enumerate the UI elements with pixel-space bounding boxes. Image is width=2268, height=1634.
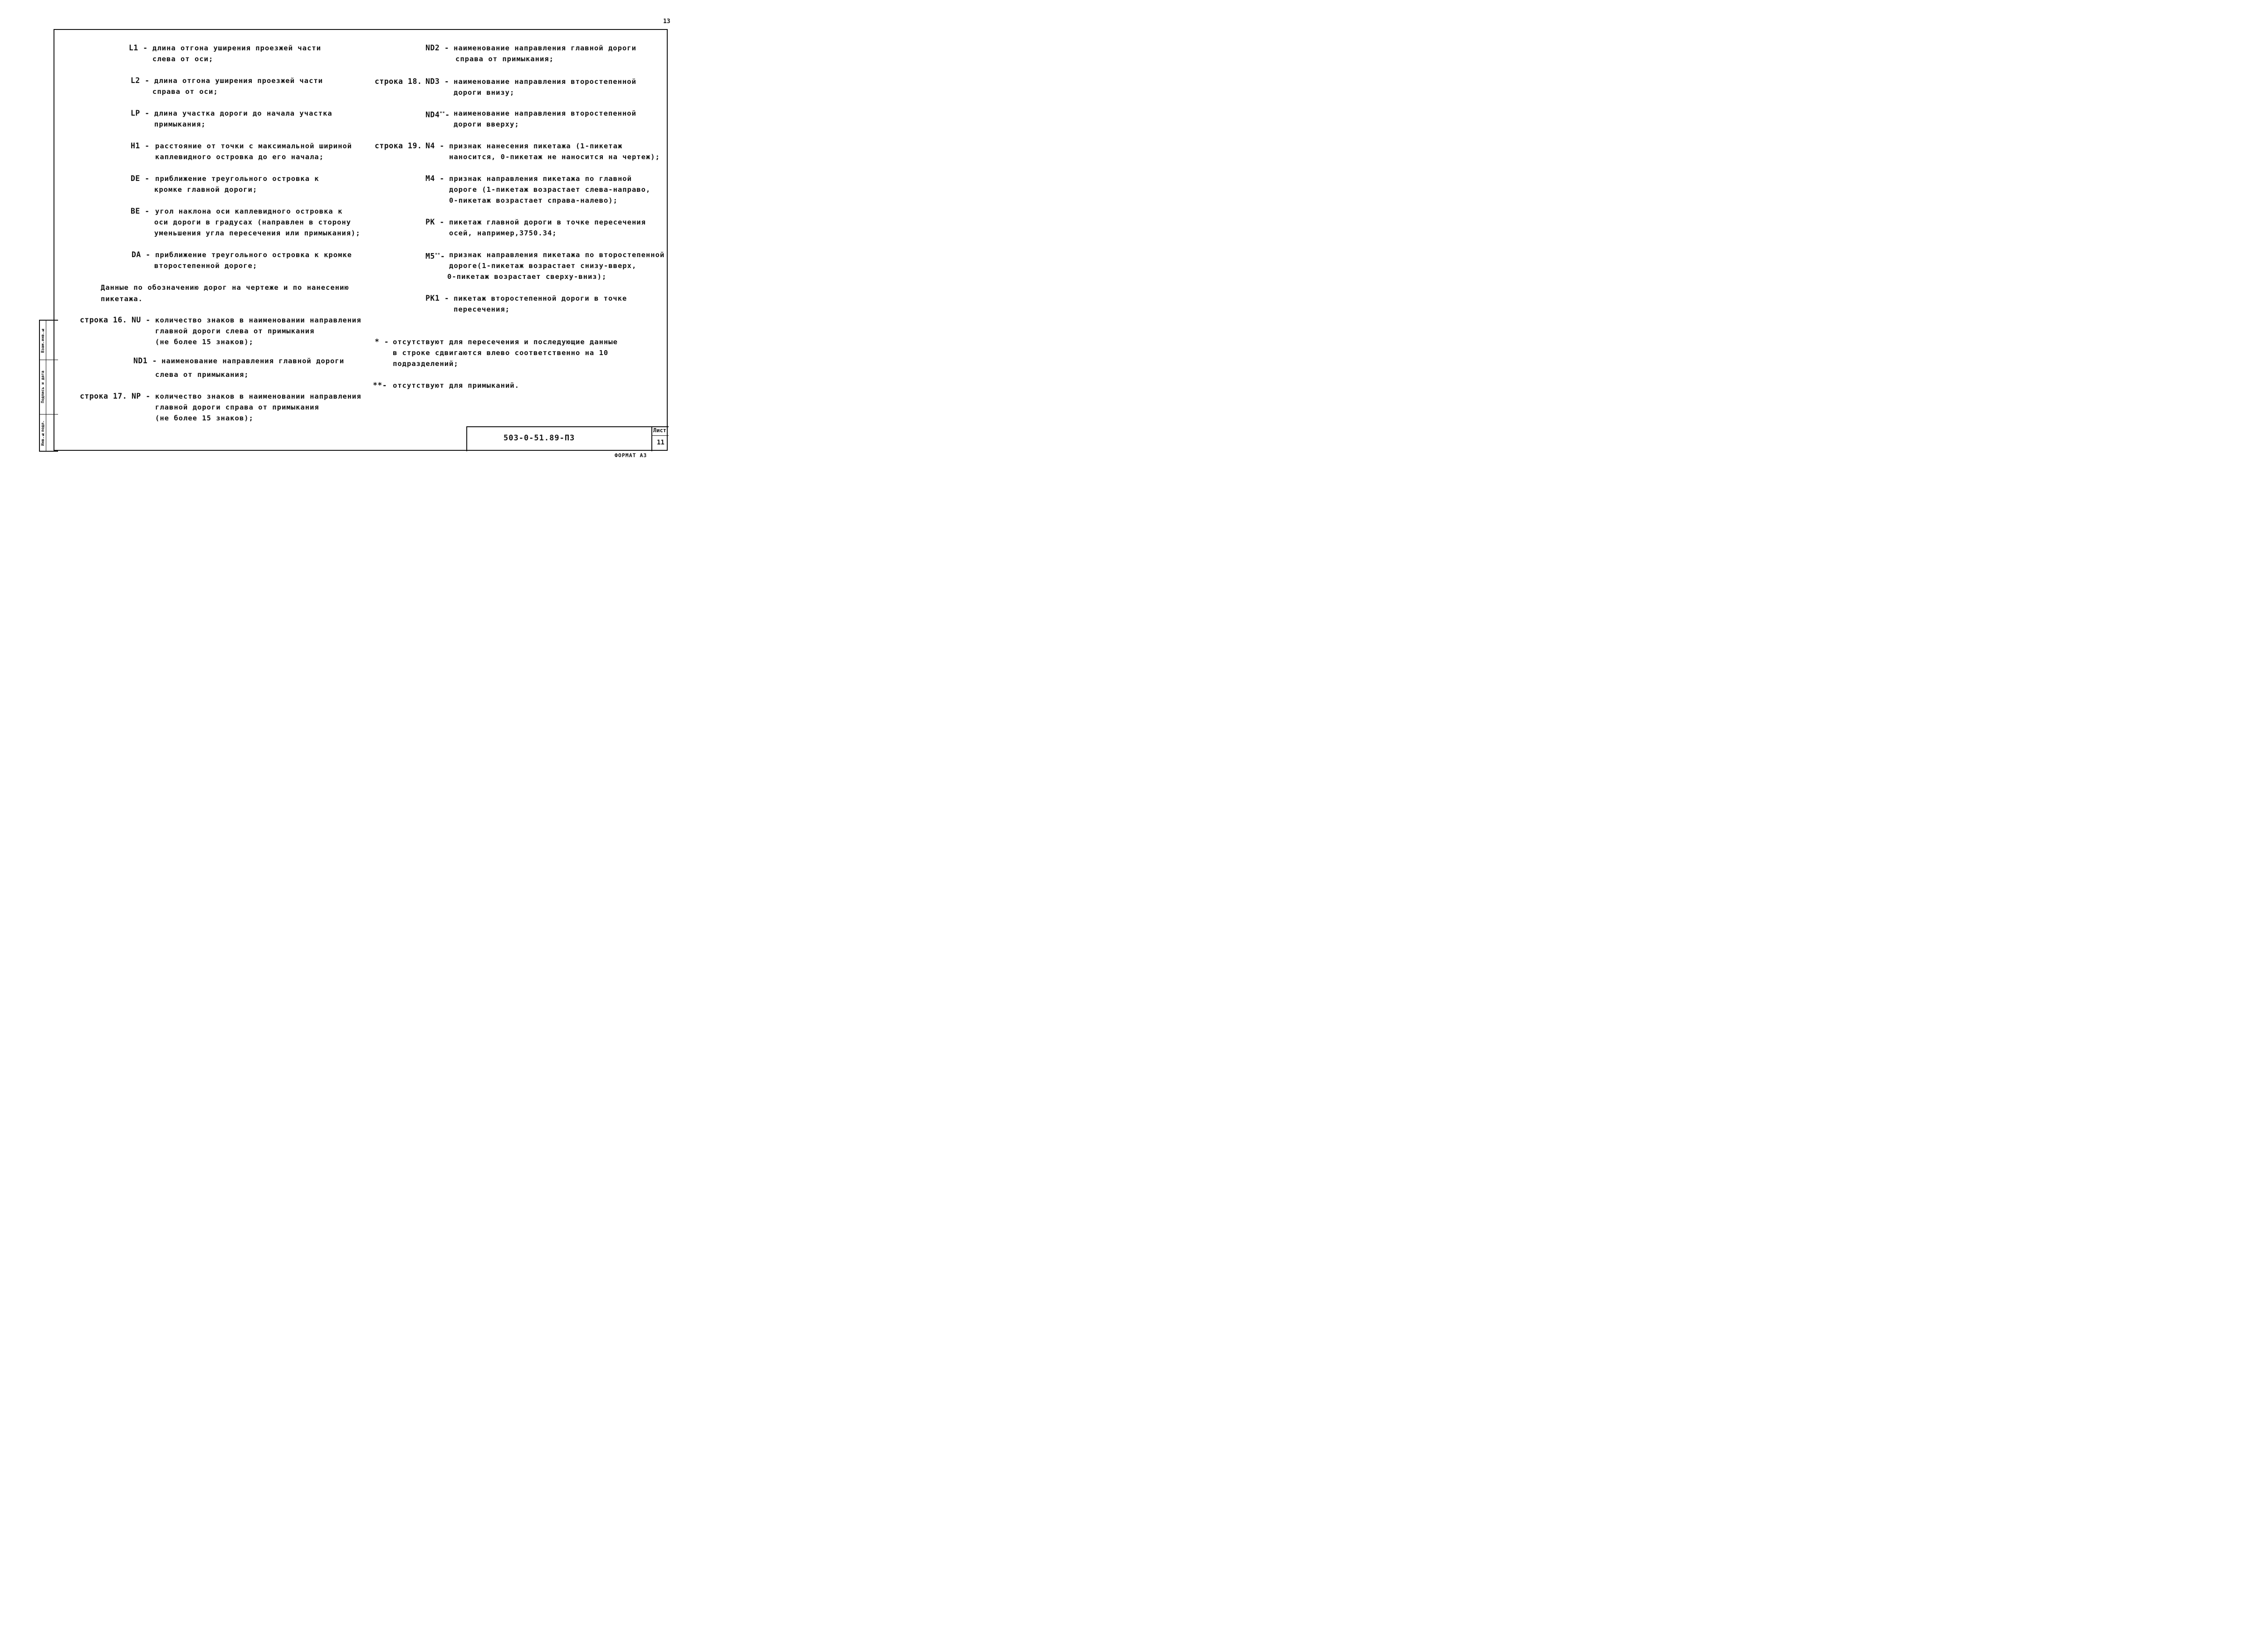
- def-de-line1: приближение треугольного островка к: [155, 175, 319, 183]
- row18-prefix: строка 18.: [375, 77, 422, 86]
- stamp-replace-label: Взам.инв.№: [41, 327, 45, 353]
- def-be-line2: оси дороги в градусах (направлен в сторону: [154, 218, 351, 226]
- code-de: DE -: [131, 174, 150, 183]
- def-pk1-line2: пересечения;: [454, 305, 510, 313]
- def-l1-line2: слева от оси;: [152, 55, 214, 63]
- row16-prefix: строка 16.: [80, 316, 127, 324]
- footnote2-mark: **-: [373, 381, 387, 390]
- def-nd1-line2: слева от примыкания;: [155, 371, 249, 379]
- code-np: NP -: [132, 392, 151, 400]
- row19-prefix: строка 19.: [375, 141, 422, 150]
- code-m5: M5**-: [425, 252, 445, 261]
- def-pk-line1: пикетаж главной дороги в точке пересечения: [449, 218, 646, 226]
- nd4-footnote-mark: **: [440, 111, 445, 116]
- def-pk-line2: осей, например,3750.34;: [449, 229, 557, 237]
- def-h1-line2: каплевидного островка до его начала;: [155, 153, 324, 161]
- def-nu-line3: (не более 15 знаков);: [155, 338, 254, 346]
- format-label: ФОРМАТ А3: [615, 452, 647, 458]
- m5-footnote-mark: **: [435, 253, 440, 257]
- stamp-inv-label: Инв.№подл.: [41, 420, 45, 446]
- code-nd3: ND3 -: [425, 77, 450, 86]
- def-nd4-line1: наименование направления второстепенной: [454, 109, 636, 117]
- footnote1-line1: отсутствуют для пересечения и последующие данные: [393, 338, 618, 346]
- code-nd2: ND2 -: [425, 44, 450, 52]
- def-l2-line1: длина отгона уширения проезжей части: [154, 77, 323, 85]
- def-n4-line1: признак нанесения пикетажа (1-пикетаж: [449, 142, 623, 150]
- def-de-line2: кромке главной дороги;: [154, 185, 258, 194]
- def-be-line1: угол наклона оси каплевидного островка к: [155, 207, 343, 215]
- intro-line2: пикетажа.: [101, 295, 143, 303]
- code-nd1: ND1 -: [133, 356, 157, 365]
- code-nd4: ND4**-: [425, 110, 450, 119]
- drawing-frame: [54, 29, 668, 451]
- margin-stamp: [39, 320, 58, 452]
- def-np-line1: количество знаков в наименовании направления: [155, 392, 362, 400]
- def-nu-line1: количество знаков в наименовании направления: [155, 316, 362, 324]
- code-h1: H1 -: [131, 141, 150, 150]
- def-nd3-line2: дороги внизу;: [454, 88, 515, 97]
- def-m4-line3: 0-пикетаж возрастает справа-налево);: [449, 196, 618, 205]
- def-l1-line1: длина отгона уширения проезжей части: [152, 44, 321, 52]
- code-l2: L2 -: [131, 76, 150, 85]
- sheet-label: Лист: [653, 427, 666, 434]
- code-l1: L1 -: [129, 44, 148, 52]
- code-n4: N4 -: [425, 141, 445, 150]
- def-lp-line1: длина участка дороги до начала участка: [154, 109, 332, 117]
- code-pk1: PK1 -: [425, 294, 450, 302]
- stamp-signature-label: Подпись и дата: [41, 371, 45, 403]
- sheet-box: [651, 426, 669, 451]
- def-da-line1: приближение треугольного островка к кромке: [155, 251, 352, 259]
- code-be: BE -: [131, 207, 150, 215]
- def-l2-line2: справа от оси;: [152, 88, 218, 96]
- def-be-line3: уменьшения угла пересечения или примыкания);: [154, 229, 361, 237]
- def-m5-line3: 0-пикетаж возрастает сверху-вниз);: [447, 273, 607, 281]
- def-m4-line1: признак направления пикетажа по главной: [449, 175, 632, 183]
- def-da-line2: второстепенной дороге;: [154, 262, 258, 270]
- code-pk: PK -: [425, 218, 445, 226]
- code-da: DA -: [132, 250, 151, 259]
- def-np-line3: (не более 15 знаков);: [155, 414, 254, 422]
- def-nu-line2: главной дороги слева от примыкания: [155, 327, 315, 335]
- def-nd4-line2: дороги вверху;: [454, 120, 519, 128]
- def-nd3-line1: наименование направления второстепенной: [454, 78, 636, 86]
- row17-prefix: строка 17.: [80, 392, 127, 400]
- sheet-number: 11: [657, 439, 665, 446]
- code-nu: NU -: [132, 316, 151, 324]
- page-number: 13: [663, 18, 670, 25]
- def-np-line2: главной дороги справа от примыкания: [155, 403, 319, 411]
- def-pk1-line1: пикетаж второстепенной дороги в точке: [454, 294, 627, 302]
- footnote1-mark: * -: [375, 337, 389, 346]
- footnote2-line1: отсутствуют для примыканий.: [393, 381, 519, 390]
- footnote1-line3: подразделений;: [393, 360, 459, 368]
- def-h1-line1: расстояние от точки с максимальной шириной: [155, 142, 352, 150]
- def-m5-line1: признак направления пикетажа по второстепенной: [449, 251, 665, 259]
- def-nd1-line1: наименование направления главной дороги: [161, 357, 344, 365]
- code-m4: M4 -: [425, 174, 445, 183]
- def-lp-line2: примыкания;: [154, 120, 206, 128]
- intro-line1: Данные по обозначению дорог на чертеже и по нанесению: [101, 283, 349, 292]
- def-m5-line2: дороге(1-пикетаж возрастает снизу-вверх,: [449, 262, 637, 270]
- def-nd2-line1: наименование направления главной дороги: [454, 44, 636, 52]
- def-n4-line2: наносится, 0-пикетаж не наносится на чертеж);: [449, 153, 660, 161]
- document-code: 503-0-51.89-П3: [503, 434, 575, 443]
- def-nd2-line2: справа от примыкания;: [455, 55, 554, 63]
- def-m4-line2: дороге (1-пикетаж возрастает слева-направо,: [449, 185, 651, 194]
- code-lp: LP -: [131, 109, 150, 117]
- footnote1-line2: в строке сдвигаются влево соответственно на 10: [393, 349, 609, 357]
